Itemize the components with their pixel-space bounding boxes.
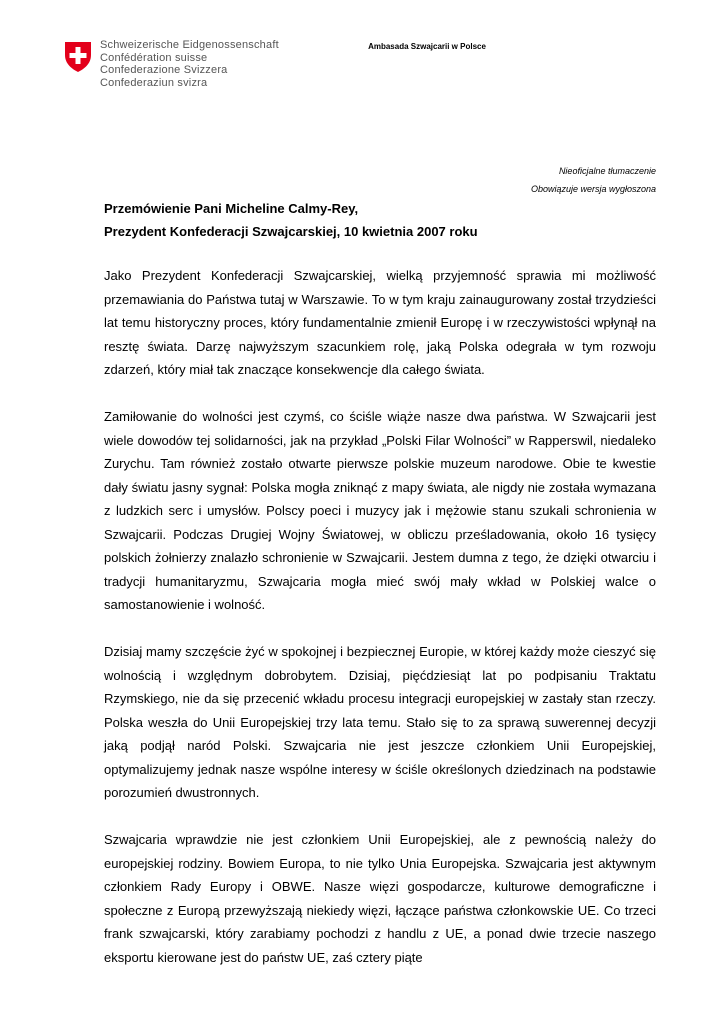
logo-line-french: Confédération suisse	[100, 51, 208, 64]
logo-line-romansh: Confederaziun svizra	[100, 76, 208, 89]
logo-line-italian: Confederazione Svizzera	[100, 64, 228, 76]
paragraph-1: Jako Prezydent Konfederacji Szwajcarskiej, wielką przyjemność sprawia mi możliwość przemawiania do Państwa tutaj w Warszawie. To w tym kraju zainaugurowany został trzydzieści lat temu historyczny proces, który fundamentalnie zmienił Europę i w rzeczywistości wpłynął na resztę świata. Darzę najwyższym szacunkiem rolę, jaką Polska odegrała w tym rozwoju zdarzeń, który miał tak znaczące konsekwencje dla całego świata.	[104, 268, 656, 377]
embassy-header: Ambasada Szwajcarii w Polsce	[368, 42, 486, 51]
paragraph-3: Dzisiaj mamy szczęście żyć w spokojnej i bezpiecznej Europie, w której każdy może cieszyć się wolnością i względnym dobrobytem. Dzisiaj, pięćdziesiąt lat po podpisaniu Traktatu Rzymskiego, nie da się przecenić wkładu procesu integracji europejskiej w zastały stan rzeczy. Polska weszła do Unii Europejskiej trzy lata temu. Stało się to za sprawą suwerennej decyzji jaką podjął naród Polski. Szwajcaria nie jest jeszcze członkiem Unii Europejskiej, optymalizujemy jednak nasze wspólne interesy w ściśle określonych dziedzinach na podstawie porozumień dwustronnych.	[104, 644, 656, 800]
logo-line-german: Schweizerische Eidgenossenschaft	[100, 39, 279, 51]
speech-title-line2: Prezydent Konfederacji Szwajcarskiej, 10 kwietnia 2007 roku	[104, 224, 478, 239]
paragraph-4: Szwajcaria wprawdzie nie jest członkiem Unii Europejskiej, ale z pewnością należy do europejskiej rodziny. Bowiem Europa, to nie tylko Unia Europejska. Szwajcaria jest aktywnym członkiem Rady Europy i OBWE. Nasze więzi gospodarcze, kulturowe demograficzne i społeczne z Europą przewyższają niekiedy więzi, łączące państwa członkowskie UE. Co trzeci frank szwajcarski, który zarabiamy pochodzi z handlu z UE, a ponad dwie trzecie naszego eksportu kierowane jest do państw UE, zaś cztery piąte	[104, 832, 656, 965]
paragraph-2: Zamiłowanie do wolności jest czymś, co ściśle wiąże nasze dwa państwa. W Szwajcarii jest wiele dowodów tej solidarności, jak na przykład „Polski Filar Wolności” w Rapperswil, niedaleko Zurychu. Tam również zostało otwarte pierwsze polskie muzeum narodowe. Obie te kwestie dały światu jasny sygnał: Polska mogła zniknąć z mapy świata, ale nigdy nie została wymazana z ludzkich serc i umysłów. Polscy poeci i muzycy jak i mężowie stanu szukali schronienia w Szwajcarii. Podczas Drugiej Wojny Światowej, w obliczu prześladowania, około 16 tysięcy polskich żołnierzy znalazło schronienie w Szwajcarii. Jestem dumna z tego, że dzięki otwarciu i tradycji humanitaryzmu, Szwajcaria mogła mieć swój mały wkład w Polskiej walce o samostanowienie i wolność.	[104, 409, 656, 612]
speech-body	[104, 264, 656, 993]
speech-title-line1: Przemówienie Pani Micheline Calmy-Rey,	[104, 201, 359, 216]
unofficial-translation-note: Nieoficjalne tłumaczenie	[558, 166, 656, 176]
delivered-version-note: Obowiązuje wersja wygłoszona	[530, 184, 656, 194]
